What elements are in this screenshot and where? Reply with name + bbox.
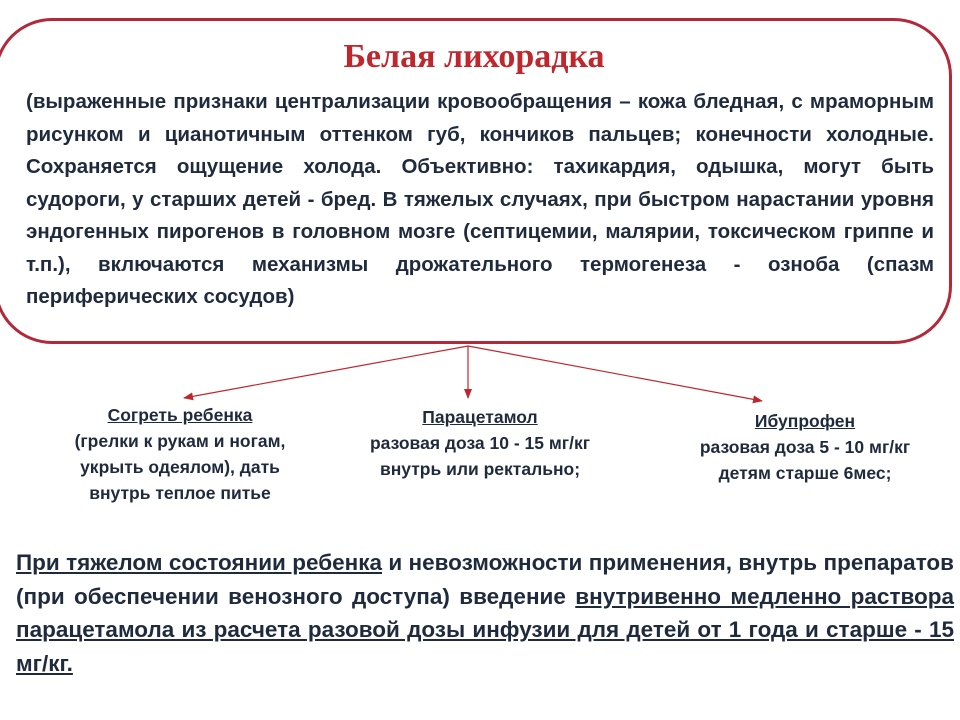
- option-heading: Парацетамол: [422, 407, 538, 427]
- arrow-left: [184, 346, 468, 398]
- option-line: разовая доза 10 - 15 мг/кг: [369, 433, 591, 453]
- option-line: укрыть одеялом), дать: [80, 457, 280, 477]
- option-line: детям старше 6мес;: [718, 463, 892, 483]
- option-line: разовая доза 5 - 10 мг/кг: [699, 437, 911, 457]
- note-underlined-start: При тяжелом состоянии ребенка: [16, 550, 382, 575]
- option-heading: Ибупрофен: [754, 411, 856, 431]
- severe-case-note: [16, 546, 954, 680]
- option-paracetamol: [330, 404, 630, 482]
- option-heading: Согреть ребенка: [107, 405, 253, 425]
- option-line: внутрь теплое питье: [89, 483, 271, 503]
- note-underlined-end: внутривенно медленно раствора парацетамола из расчета разовой дозы инфузии для детей от 1 года и старше - 15 мг/кг.: [16, 583, 954, 676]
- note-middle: и невозможности применения, внутрь препаратов (при обеспечении венозного доступа) введение: [16, 550, 954, 609]
- option-line: (грелки к рукам и ногам,: [74, 431, 286, 451]
- page-title: Белая лихорадка: [343, 38, 605, 75]
- fever-description: (выраженные признаки централизации кровообращения – кожа бледная, с мраморным рисунком и цианотичным оттенком губ, кончиков пальцев; конечности холодные. Сохраняется ощущение холода. Объективно: тахикардия, одышка, могут быть судороги, у старших детей - бред. В тяжелых случаях, при быстром нарастании уровня эндогенных пирогенов в головном мозге (септицемии, малярии, токсическом гриппе и т.п.), включаются механизмы дрожательного термогенеза - озноба (спазм периферических сосудов): [26, 90, 934, 308]
- arrow-right: [468, 346, 762, 401]
- option-ibuprofen: [660, 408, 950, 486]
- option-line: внутрь или ректально;: [379, 459, 581, 479]
- option-warm-child: [30, 402, 330, 506]
